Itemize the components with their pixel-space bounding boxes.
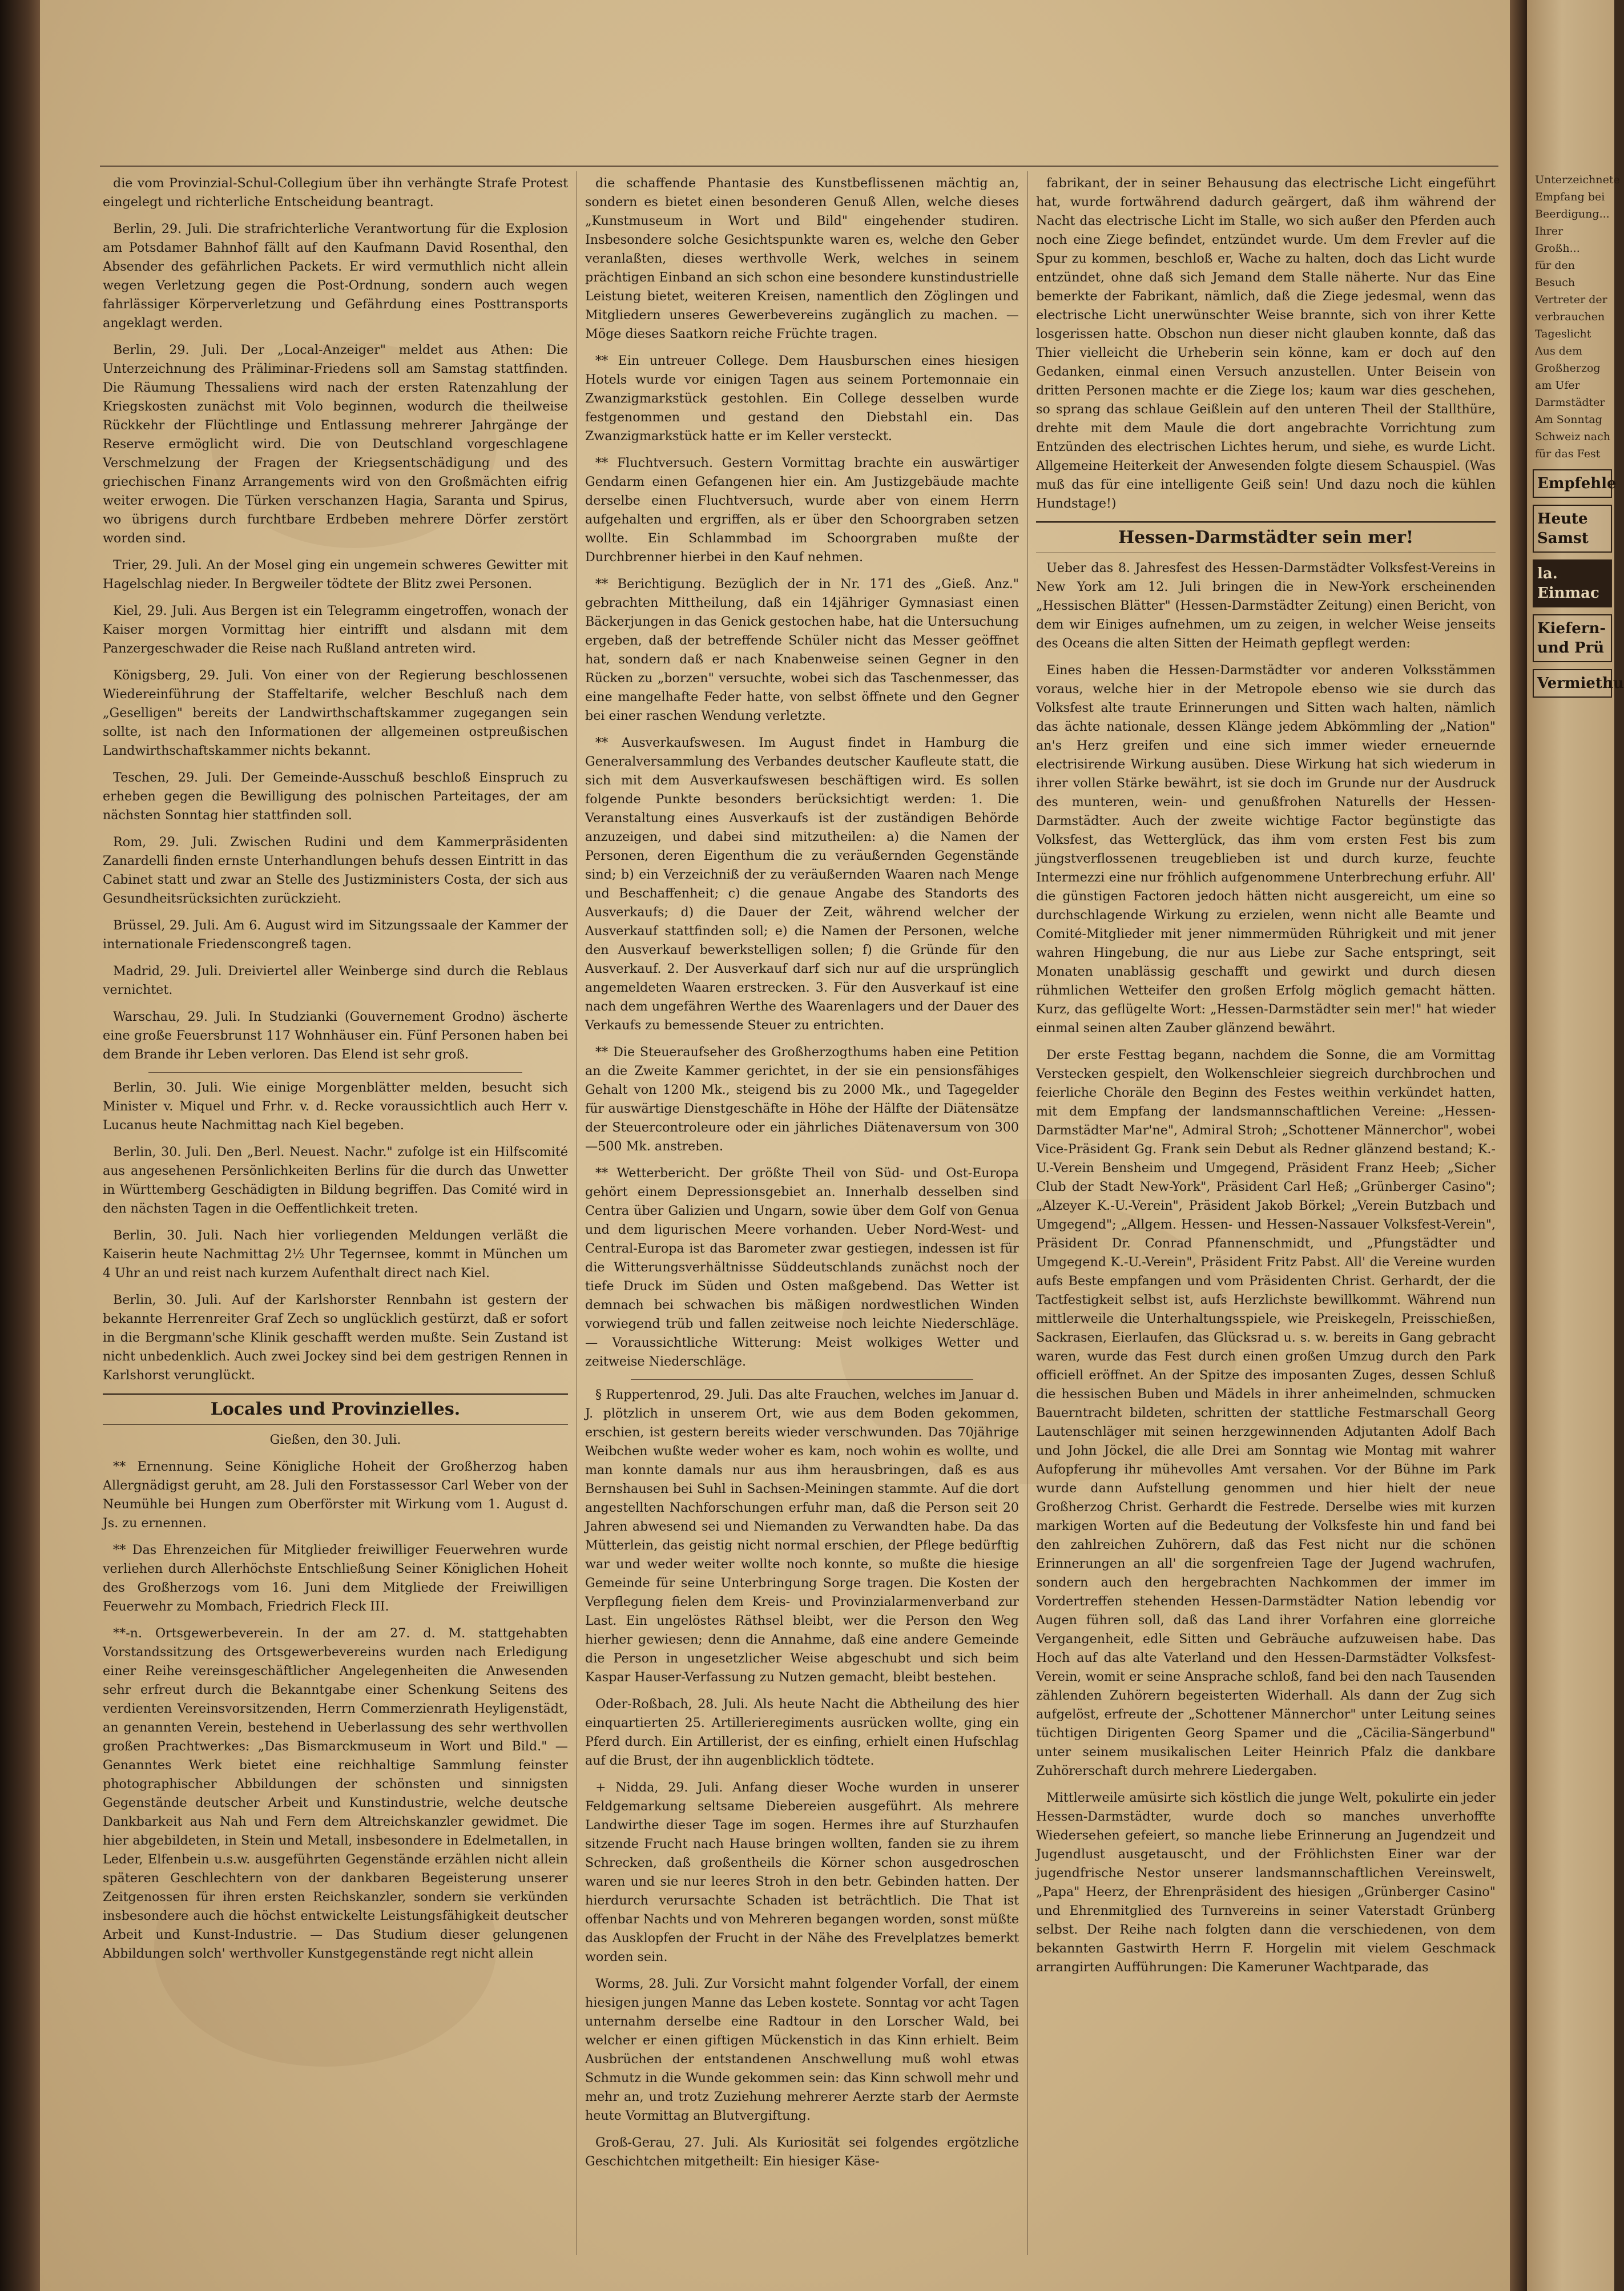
article-paragraph: ** Die Steueraufseher des Großherzogthums haben eine Petition an die Zweite Kammer gerichtet, in der sie ein pensionsfähiges Gehalt von 1200 Mk., steigend bis zu 2000 Mk., und Tagegelder für auswärtige Dienstgeschäfte in Höhe der Hälfte der Diätensätze der Steuercontroleure oder ein jährliches Diätenaversum von 300—500 Mk. anstreben.: [585, 1045, 1019, 1154]
separator: [148, 1072, 522, 1073]
column-1: [103, 174, 568, 2252]
article-paragraph: ** Wetterbericht. Der größte Theil von Süd- und Ost-Europa gehört einem Depressionsgebiet an. Innerhalb desselben sind Centra über Galizien und Ungarn, sowie über dem Golf von Genua und dem ligurischen Meere vorhanden. Ueber Nord-West- und Central-Europa ist das Barometer zwar gestiegen, indessen ist für die Witterungsverhältnisse Süddeutschlands zunächst noch der tiefe Druck im Süden und Osten maßgebend. Das Wetter ist demnach bei schwachen bis mäßigen nordwestlichen Winden vorwiegend trüb und fallen zeitweise noch leichte Niederschläge. — Voraussichtliche Witterung: Meist wolkiges Wetter und zeitweise Niederschläge.: [585, 1166, 1019, 1369]
article-paragraph: Groß-Gerau, 27. Juli. Als Kuriosität sei folgendes ergötzliche Geschichtchen mitgetheilt: Ein hiesiger Käse-: [585, 2135, 1019, 2169]
adjacent-page: [1527, 0, 1624, 2291]
dateline: Gießen, den 30. Juli.: [269, 1432, 401, 1447]
advertisement: Kiefern- und Prü: [1533, 614, 1612, 662]
article-paragraph: ** Ernennung. Seine Königliche Hoheit der Großherzog haben Allergnädigst geruht, am 28. Juli den Forstassessor Carl Weber von der Neumühle bei Hungen zum Oberförster mit Wirkung vom 1. August d. Js. zu ernennen.: [103, 1459, 568, 1531]
article-paragraph: Ueber das 8. Jahresfest des Hessen-Darmstädter Volksfest-Vereins in New York am 12. Juli bringen die in New-York erscheinenden „Hessischen Blätter" (Hessen-Darmstädter Zeitung) einen Bericht, von dem wir Einiges aufnehmen, um zu zeigen, in welcher Weise jenseits des Oceans die alten Sitten der Heimath gepflegt werden:: [1036, 561, 1496, 651]
top-rule: [100, 166, 1498, 167]
article-paragraph: Kiel, 29. Juli. Aus Bergen ist ein Telegramm eingetroffen, wonach der Kaiser morgen Vormittag hier eintrifft und alsdann mit dem Panzergeschwader die Reise nach Rußland antreten wird.: [103, 603, 568, 656]
article-paragraph: Teschen, 29. Juli. Der Gemeinde-Ausschuß beschloß Einspruch zu erheben gegen die Bewilligung des polnischen Parteitages, der am nächsten Sonntag hier stattfinden soll.: [103, 770, 568, 823]
article-paragraph: **-n. Ortsgewerbeverein. In der am 27. d. M. stattgehabten Vorstandssitzung des Ortsgewerbevereins wurden nach Erledigung einer Reihe vereinsgeschäftlicher Angelegenheiten die Anwesenden sehr erfreut durch die Bekanntgabe einer Schenkung Seitens des verdienten Vereinsvorsitzenden, Herrn Commerzienrath Heyligenstädt, an genannten Verein, bestehend in Ueberlassung des sehr werthvollen großen Prachtwerkes: „Das Bismarckmuseum in Wort und Bild." — Genanntes Werk bietet eine reichhaltige Sammlung feinster photographischer Abbildungen der schönsten und sinnigsten Gegenstände deutscher Arbeit und Kunstindustrie, welche deutsche Dankbarkeit aus Nah und Fern dem Altreichskanzler gewidmet. Die hier abgebildeten, in Stein und Metall, insbesondere in Edelmetallen, in Leder, Elfenbein u.s.w. ausgeführten Gegenstände erzählen nicht allein späteren Geschlechtern von der dankbaren Begeisterung unserer Zeitgenossen für ihren ersten Reichskanzler, sondern sie verkünden insbesondere auch die höchst entwickelte Leistungsfähigkeit deutscher Arbeit und Kunst-Industrie. — Das Studium dieser gelungenen Abbildungen solch' werthvoller Kunstgegenstände regt nicht allein: [103, 1626, 568, 1961]
article-paragraph: Der erste Festtag begann, nachdem die Sonne, die am Vormittag Verstecken gespielt, den Wolkenschleier siegreich durchbrochen und feierliche Choräle den Beginn des Festes weithin verkündet hatten, mit dem Empfang der landsmannschaftlichen Vereine: „Hessen-Darmstädter Mar'ne", Admiral Stroh; „Schottener Männerchor", wobei Vice-Präsident Gg. Frank sein Debut als Redner glänzend bestand; K.-U.-Verein Bensheim und Umgegend, Präsident Franz Heeb; „Sicher Club der Stadt New-York", Präsident Carl Heß; „Grünberger Casino"; „Alzeyer K.-U.-Verein", Präsident Jakob Börkel; „Verein Butzbach und Umgegend"; „Allgem. Hessen- und Hessen-Nassauer Volksfest-Verein", Präsident Dr. Conrad Pfannenschmidt, und „Pfungstädter und Umgegend K.-U.-Verein", Präsident Fritz Pabst. All' die Vereine wurden aufs Beste empfangen und vom Präsidenten Christ. Gerhardt, der die Tactfestigkeit selbst ist, aufs Herzlichste bewillkommt. Während nun mittlerweile die Unterhaltungsspiele, wie Preiskegeln, Preisschießen, Sackrasen, Eierlaufen, das Glücksrad u. s. w. bereits in Gang gebracht waren, wurde das Fest durch einen großen Umzug durch den Park officiell eröffnet. An der Spitze des imposanten Zuges, dessen Schluß die hessischen Buben und Mädels in ihrer anheimelnden, schmucken Bauerntracht bildeten, schritten der stattliche Festmarschall Georg Lautenschläger mit seinen herzgewinnenden Adjutanten Adolf Bach und John Jöckel, die alle Drei am Sonntag wie Montag mit wahrer Aufopferung ihr mühevolles Amt versahen. Vor der Bühne im Park wurde dann Aufstellung genommen und hier hielt der neue Großherzog Christ. Gerhardt die Festrede. Derselbe wies mit kurzen markigen Worten auf die Bedeutung der Volksfeste hin und fand bei den zahlreichen Zuhörern, daß das Fest nicht nur die schönen Erinnerungen an all' die sorgenfreien Tage der Jugend wachrufen, sondern auch den hergebrachten Nachkommen der immer im Vordertreffen stehenden Hessen-Darmstädter Nation lebendig vor Augen führen soll, daß das Land ihrer Vorfahren eine glorreiche Vergangenheit, edle Sitten und Gebräuche aufzuweisen habe. Das Hoch auf das alte Vaterland und den Hessen-Darmstädter Volksfest-Verein, womit er seine Ansprache schloß, fand bei den nach Tausenden zählenden Zuhörern begeisterten Widerhall. Als dann der Zug sich aufgelöst, erfreute der „Schottener Männerchor" unter Leitung seines tüchtigen Dirigenten Georg Spamer und die „Cäcilia-Sängerbund" unter seinem musikalischen Leiter Heinrich Pfalz die dankbare Zuhörerschaft durch mehrere Liedergaben.: [1036, 1048, 1496, 1778]
article-paragraph: ** Das Ehrenzeichen für Mitglieder freiwilliger Feuerwehren wurde verliehen durch Allerhöchste Entschließung Seiner Königlichen Hoheit des Großherzogs vom 16. Juni dem Mitgliede der Freiwilligen Feuerwehr zu Mombach, Friedrich Fleck III.: [103, 1543, 568, 1614]
article-paragraph: Berlin, 29. Juli. Die strafrichterliche Verantwortung für die Explosion am Potsdamer Bahnhof fällt auf den Kaufmann David Rosenthal, den Absender des gefährlichen Packets. Er wird vermuthlich nicht allein wegen Verletzung gegen die Post-Ordnung, sondern auch wegen fahrlässiger Körperverletzung und Gefährdung eines Posttransports angeklagt werden.: [103, 222, 568, 331]
article-paragraph: Brüssel, 29. Juli. Am 6. August wird im Sitzungssaale der Kammer der internationale Friedenscongreß tagen.: [103, 918, 568, 952]
separator: [631, 1379, 973, 1380]
article-paragraph: + Nidda, 29. Juli. Anfang dieser Woche wurden in unserer Feldgemarkung seltsame Diebereien ausgeführt. Als mehrere Landwirthe dieser Tage im sogen. Hermes ihre auf Sturzhaufen sitzende Frucht nach Hause bringen wollten, fanden sie zu ihrem Schrecken, daß großentheils die Körner schon ausgedroschen waren und sie nur leeres Stroh in den betr. Gebinden hatten. Der hierdurch verursachte Schaden ist beträchtlich. Die That ist offenbar Nachts und von Mehreren begangen worden, sonst müßte das Ausklopfen der Frucht in der Nähe des Frevelplatzes bemerkt worden sein.: [585, 1780, 1019, 1964]
article-paragraph: die vom Provinzial-Schul-Collegium über ihn verhängte Strafe Protest eingelegt und richterliche Entscheidung beantragt.: [103, 176, 568, 210]
article-paragraph: ** Fluchtversuch. Gestern Vormittag brachte ein auswärtiger Gendarm einen Gefangenen hier ein. Am Justizgebäude machte derselbe einen Fluchtversuch, wurde aber von einem Herrn aufgehalten und ergriffen, als er über den Schoorgraben setzen wollte. Ein Schlammbad im Schoorgraben mußte der Durchbrenner hierbei in den Kauf nehmen.: [585, 456, 1019, 565]
advertisement: la. Einmac: [1533, 559, 1612, 607]
article-paragraph: Oder-Roßbach, 28. Juli. Als heute Nacht die Abtheilung des hier einquartierten 25. Artillerieregiments ausrücken wollte, ging ein Pferd durch. Ein Artillerist, der es einfing, erhielt einen Hufschlag auf die Brust, der ihn augenblicklich tödtete.: [585, 1697, 1019, 1768]
article-paragraph: ** Ein untreuer College. Dem Hausburschen eines hiesigen Hotels wurde vor einigen Tagen aus seinem Portemonnaie ein Zwanzigmarkstück gestohlen. Ein College desselben wurde festgenommen und gestand den Diebstahl ein. Das Zwanzigmarkstück hatte er im Keller versteckt.: [585, 353, 1019, 444]
article-paragraph: Berlin, 30. Juli. Auf der Karlshorster Rennbahn ist gestern der bekannte Herrenreiter Graf Zech so unglücklich gestürzt, daß er sofort in die Bergmann'sche Klinik geschafft werden mußte. Sein Zustand ist nicht unbedenklich. Auch zwei Jockey sind bei dem gestrigen Rennen in Karlshorst verunglückt.: [103, 1293, 568, 1383]
advertisement: Vermiethu: [1533, 669, 1612, 698]
article-paragraph: fabrikant, der in seiner Behausung das electrische Licht eingeführt hat, wurde fortwährend dadurch geärgert, daß ihm während der Nacht das electrische Licht im Stalle, wo sich außer den Pferden auch noch eine Ziege befindet, entzündet wurde. Um dem Frevler auf die Spur zu kommen, beschloß er, Wache zu halten, doch das Licht wurde entzündet, ohne daß sich Jemand dem Stalle näherte. Nur das Eine bemerkte der Fabrikant, nämlich, daß die Ziege jedesmal, wenn das electrische Licht unerwünschter Weise brannte, sich von ihrer Kette losgerissen hatte. Obschon nun dieser nicht glauben konnte, daß das Thier vielleicht die Urheberin sein könne, kam er doch auf den Gedanken, einmal einen Versuch anzustellen. Unter Beisein von dritten Personen machte er die Ziege los; kaum war dies geschehen, so sprang das schlaue Geißlein auf den unteren Theil der Stallthüre, drehte mit dem Maule die dort angebrachte Vorrichtung zum Entzünden des electrischen Lichtes herum, und siehe, es wurde Licht. Allgemeine Heiterkeit der Anwesenden folgte diesem Schauspiel. (Was muß das für eine intelligente Geiß sein! Und dazu noch die kühlen Hundstage!): [1036, 176, 1496, 511]
article-paragraph: § Ruppertenrod, 29. Juli. Das alte Frauchen, welches im Januar d. J. plötzlich in unserem Ort, wie aus dem Boden gekommen, erschien, ist gestern bereits wieder verschwunden. Das 70jährige Weibchen wußte weder woher es kam, noch wohin es wollte, und man konnte damals nur aus ihm herausbringen, daß es aus Bernshausen bei Suhl in Sachsen-Meiningen stammte. Auf die dort angestellten Nachforschungen erfuhr man, daß die Person seit 20 Jahren abwesend sei und Niemanden zu Verwandten habe. Da das Mütterlein, das geistig nicht normal erschien, der Pflege bedürftig war und weder weiter wollte noch konnte, so mußte die hiesige Gemeinde für seine Unterbringung Sorge tragen. Die Kosten der Verpflegung fielen dem Kreis- und Provinzialarmenverband zur Last. Ein ungelöstes Räthsel bleibt, wer die Person den Weg hierher gewiesen; denn die Annahme, daß eine andere Gemeinde die Person in ungesetzlicher Weise abgeschubt und sich beim Kaspar Hauser-Verfassung zu Nutzen gemacht, bleibt bestehen.: [585, 1387, 1019, 1685]
article-paragraph: Madrid, 29. Juli. Dreiviertel aller Weinberge sind durch die Reblaus vernichtet.: [103, 964, 568, 997]
article-paragraph: Berlin, 30. Juli. Nach hier vorliegenden Meldungen verläßt die Kaiserin heute Nachmittag 2½ Uhr Tegernsee, kommt in München um 4 Uhr an und reist nach kurzem Aufenthalt direct nach Kiel.: [103, 1228, 568, 1281]
article-paragraph: ** Berichtigung. Bezüglich der in Nr. 171 des „Gieß. Anz." gebrachten Mittheilung, daß ein 14jähriger Gymnasiast einen Bäckerjungen in das Genick gestochen habe, hat die Untersuchung ergeben, daß der betreffende Schüler nicht das Messer geöffnet hat, sondern daß er nach Knabenweise seinen Gegner in den Rücken zu „borzen" versuchte, wobei sich das Taschenmesser, das eine mangelhafte Feder hatte, von selbst öffnete und den Gegner bei einer raschen Wendung verletzte.: [585, 577, 1019, 723]
article-paragraph: Trier, 29. Juli. An der Mosel ging ein ungemein schweres Gewitter mit Hagelschlag nieder. In Bergweiler tödtete der Blitz zwei Personen.: [103, 558, 568, 591]
article-paragraph: Mittlerweile amüsirte sich köstlich die junge Welt, pokulirte ein jeder Hessen-Darmstädter, wurde doch so manches unverhoffte Wiedersehen gefeiert, so manche liebe Erinnerung an Jugendzeit und Jugendlust ausgetauscht, und der Fröhlichsten Einer war der jugendfrische Nestor unserer landsmannschaftlichen Vereinswelt, „Papa" Heerz, der Ehrenpräsident des hiesigen „Grünberger Casino" und Ehrenmitglied des Turnvereins in seiner Vaterstadt Grünberg selbst. Der Reihe nach folgten dann die verschiedenen, von dem bekannten Gastwirth Herrn F. Horgelin mit vielem Geschmack arrangirten Aufführungen: Die Kameruner Wachtparade, das: [1036, 1790, 1496, 1975]
column-3: [1036, 174, 1496, 2252]
page-gutter: [1510, 0, 1527, 2291]
article-paragraph: Warschau, 29. Juli. In Studzianki (Gouvernement Grodno) äscherte eine große Feuersbrunst 117 Wohnhäuser ein. Fünf Personen haben bei dem Brande ihr Leben verloren. Das Elend ist sehr groß.: [103, 1009, 568, 1062]
article-paragraph: die schaffende Phantasie des Kunstbeflissenen mächtig an, sondern es bietet einen besonderen Genuß Allen, welche dieses „Kunstmuseum in Wort und Bild" eingehender studiren. Insbesondere solche Gesichtspunkte waren es, welche den Geber veranlaßten, dieses werthvolle Werk, welches in seinem prächtigen Einband an sich schon eine besondere kunstindustrielle Leistung bietet, weiteren Kreisen, namentlich den Zöglingen und Mitgliedern unseres Gewerbevereins zugänglich zu machen. — Möge dieses Saatkorn reiche Früchte tragen.: [585, 176, 1019, 341]
adjacent-page-text: Unterzeichnete Empfang bei Beerdigung... Ihrer Großh... für den Besuch Vertreter der verbrauchen Tageslicht Aus dem Großherzog am Ufer Darmstädter Am Sonntag Schweiz nach für das Fest: [1535, 174, 1620, 460]
section-heading-locales: Locales und Provinzielles.: [103, 1393, 568, 1425]
advertisement: Empfehle: [1533, 469, 1612, 498]
advertisement: Heute Samst: [1533, 505, 1612, 553]
article-paragraph: Berlin, 30. Juli. Den „Berl. Neuest. Nachr." zufolge ist ein Hilfscomité aus angesehenen Persönlichkeiten Berlins für die durch das Unwetter in Württemberg Geschädigten in Bildung begriffen. Das Comité wird in den nächsten Tagen in die Oeffentlichkeit treten.: [103, 1145, 568, 1216]
article-paragraph: Königsberg, 29. Juli. Von einer von der Regierung beschlossenen Wiedereinführung der Staffeltarife, welcher Beschluß nach dem „Geselligen" bereits der Landwirthschaftskammer zugegangen sein sollte, ist nach den Informationen der allgemeinen ostpreußischen Landwirthschaftskammer nichts bekannt.: [103, 668, 568, 758]
article-paragraph: Berlin, 30. Juli. Wie einige Morgenblätter melden, besucht sich Minister v. Miquel und Frhr. v. d. Recke voraussichtlich auch Herr v. Lucanus heute Nachmittag nach Kiel begeben.: [103, 1080, 568, 1133]
article-paragraph: Worms, 28. Juli. Zur Vorsicht mahnt folgender Vorfall, der einem hiesigen jungen Manne das Leben kostete. Sonntag vor acht Tagen unternahm derselbe eine Radtour in den Lorscher Wald, bei welcher er einen giftigen Mückenstich in das Kinn erhielt. Beim Ausbrüchen der entstandenen Anschwellung muß wohl etwas Schmutz in die Wunde gekommen sein: das Kinn schwoll mehr und mehr an, und trotz Zuziehung mehrerer Aerzte starb der Aermste heute Vormittag an Blutvergiftung.: [585, 1976, 1019, 2123]
column-2: [585, 174, 1019, 2252]
article-paragraph: Berlin, 29. Juli. Der „Local-Anzeiger" meldet aus Athen: Die Unterzeichnung des Präliminar-Friedens soll am Samstag stattfinden. Die Räumung Thessaliens wird nach der ersten Ratenzahlung der Kriegskosten zunächst mit Volo beginnen, wodurch die theilweise Rückkehr der Flüchtlinge und Entlassung mehrerer Jahrgänge der Reserve ermöglicht wird. Die von Deutschland vorgeschlagene Verschmelzung der Fragen der Kriegsentschädigung und des griechischen Finanz Arrangements wird von den Großmächten eifrig weiter erwogen. Die Türken verschanzen Hagia, Saranta und Spirus, wo übrigens durch furchtbare Erdbeben mehrere Dörfer zerstört worden sind.: [103, 343, 568, 546]
section-heading-hessen: Hessen-Darmstädter sein mer!: [1036, 521, 1496, 553]
column-rule-2: [1027, 171, 1028, 2255]
book-binding: [0, 0, 40, 2291]
article-paragraph: Eines haben die Hessen-Darmstädter vor anderen Volksstämmen voraus, welche hier in der Metropole ebenso wie sie durch das Volksfest alte traute Erinnerungen und Sitten wach halten, nämlich das ächte nationale, dessen Klänge jedem Abkömmling der „Nation" an's Herz greifen und eine sich immer wieder erneuernde electrisirende Wirkung ausüben. Diese Wirkung hat sich wiederum in ihrer vollen Stärke bewährt, ist sie doch im Grunde nur der Ausdruck des munteren, wein- und genußfrohen Naturells der Hessen-Darmstädter. Auch der zweite wichtige Factor begünstigte das Volksfest, das Wetterglück, das ihm vom ersten Fest bis zum jüngstverflossenen treugeblieben ist und durch kurze, feuchte Intermezzi eine nur fröhlich aufgenommene Unterbrechung erfuhr. All' die günstigen Factoren jedoch hätten nicht ausgereicht, um eine so durchschlagende Wirkung zu erzielen, wenn nicht alle Beamte und Comité-Mitglieder mit jener nimmermüden Rührigkeit und mit jener wahren Hingebung, die nur aus Liebe zur Sache entspringt, seit Monaten unablässig geschafft und gewirkt und durch diesen rühmlichen Wetteifer den großen Erfolg möglich gemacht hätten. Kurz, das geflügelte Wort: „Hessen-Darmstädter sein mer!" hat wieder einmal seinen alten Zauber glänzend bewährt.: [1036, 663, 1496, 1036]
article-paragraph: ** Ausverkaufswesen. Im August findet in Hamburg die Generalversammlung des Verbandes deutscher Kaufleute statt, die sich mit dem Ausverkaufswesen beschäftigen wird. Es sollen folgende Punkte besonders berücksichtigt werden: 1. Die Veranstaltung eines Ausverkaufs ist der zuständigen Behörde anzuzeigen, und dabei sind mitzutheilen: a) die Namen der Personen, deren Eigenthum die zu veräußernden Gegenstände sind; b) ein Verzeichniß der zu veräußernden Waaren nach Menge und Beschaffenheit; c) die genaue Angabe des Standorts des Ausverkaufs; d) die Dauer der Zeit, während welcher der Ausverkauf stattfinden soll; e) die Namen der Personen, welche den Ausverkauf bewerkstelligen sollen; f) die Gründe für den Ausverkauf. 2. Der Ausverkauf darf sich nur auf die ursprünglich angemeldeten Waaren erstrecken. 3. Für den Ausverkauf ist eine nach dem ungefähren Werthe des Waarenlagers und der Dauer des Verkaufs zu bemessende Steuer zu entrichten.: [585, 735, 1019, 1033]
article-paragraph: Rom, 29. Juli. Zwischen Rudini und dem Kammerpräsidenten Zanardelli finden ernste Unterhandlungen behufs dessen Eintritt in das Cabinet statt und zwar an Stelle des Justizministers Costa, der sich aus Gesundheitsrücksichten zurückzieht.: [103, 835, 568, 906]
